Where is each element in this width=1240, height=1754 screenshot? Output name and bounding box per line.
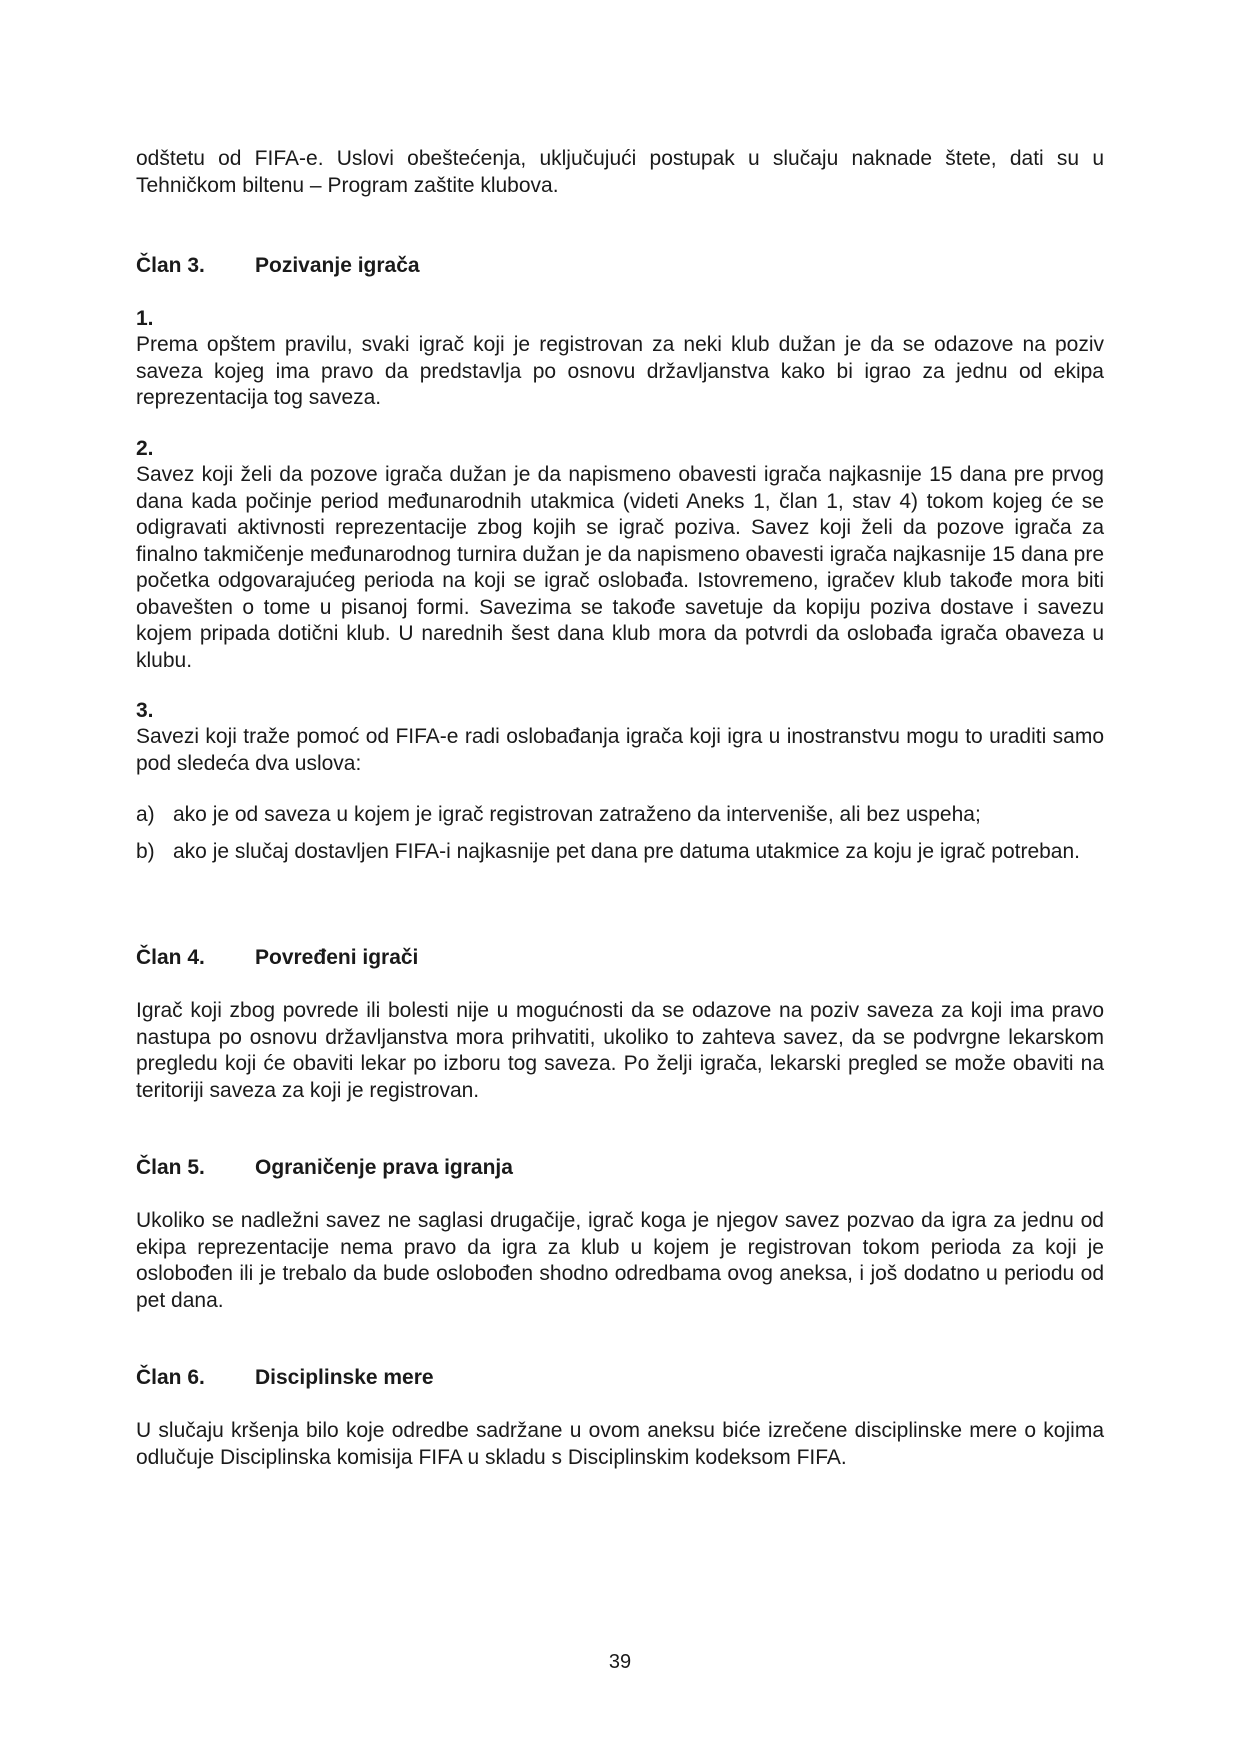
list-item (136, 802, 1104, 829)
article-4-heading (136, 945, 1104, 972)
list-marker: b) (136, 840, 155, 863)
list-item-text: ako je slučaj dostavljen FIFA-i najkasnije pet dana pre datuma utakmice za koju je igrač potreban. (173, 840, 1080, 863)
article-5-heading (136, 1155, 1104, 1182)
intro-paragraph: odštetu od FIFA-e. Uslovi obeštećenja, uključujući postupak u slučaju naknade štete, dati su u Tehničkom biltenu – Program zaštite klubova. (136, 147, 1104, 197)
article-title: Disciplinske mere (255, 1366, 434, 1389)
article-3-paragraph-2: Savez koji želi da pozove igrača dužan je da napismeno obavesti igrača najkasnije 15 dana pre prvog dana kada počinje period međunarodnih utakmica (videti Aneks 1, član 1, stav 4) tokom kojeg će se odigravati aktivnosti reprezentacije zbog kojih se igrač poziva. Savez koji želi da pozove igrača za finalno takmičenje međunarodnog turnira dužan je da napismeno obavesti igrača najkasnije 15 dana pre početka odgovarajućeg perioda na koji se igrač oslobađa. Istovremeno, igračev klub takođe mora biti obavešten o tome u pisanoj formi. Savezima se takođe savetuje da kopiju poziva dostave i savezu kojem pripada dotični klub. U narednih šest dana klub mora da potvrdi da oslobađa igrača obaveza u klubu. (136, 463, 1104, 672)
article-number: Član 4. (136, 946, 205, 969)
article-title: Ograničenje prava igranja (255, 1156, 513, 1179)
list-marker: a) (136, 803, 155, 826)
article-title: Povređeni igrači (255, 946, 419, 969)
article-4-paragraph: Igrač koji zbog povrede ili bolesti nije u mogućnosti da se odazove na poziv saveza za koji ima pravo nastupa po osnovu državljanstva mora prihvatiti, ukoliko to zahteva savez, da se podvrgne lekarskom pregledu koji će obaviti lekar po izboru tog saveza. Po želji igrača, lekarski pregled se može obaviti na teritoriji saveza za koji je registrovan. (136, 999, 1104, 1102)
article-3-paragraph-3: Savezi koji traže pomoć od FIFA-e radi oslobađanja igrača koji igra u inostranstvu mogu to uraditi samo pod sledeća dva uslova: (136, 725, 1104, 775)
article-6-heading (136, 1365, 1104, 1392)
article-number: Član 6. (136, 1366, 205, 1389)
article-3-paragraph-1: Prema opštem pravilu, svaki igrač koji je registrovan za neki klub dužan je da se odazove na poziv saveza kojeg ima pravo da predstavlja po osnovu državljanstva kako bi igrao za jednu od ekipa reprezentacija tog saveza. (136, 333, 1104, 409)
paragraph-number: 2. (136, 437, 154, 460)
paragraph-number: 3. (136, 699, 154, 722)
paragraph-number: 1. (136, 307, 154, 330)
list-item (136, 839, 1104, 866)
page-number: 39 (608, 1651, 632, 1673)
article-3-heading (136, 253, 1104, 280)
article-title: Pozivanje igrača (255, 254, 420, 277)
article-number: Član 5. (136, 1156, 205, 1179)
article-6-paragraph: U slučaju kršenja bilo koje odredbe sadržane u ovom aneksu biće izrečene disciplinske mere o kojima odlučuje Disciplinska komisija FIFA u skladu s Disciplinskim kodeksom FIFA. (136, 1419, 1104, 1469)
article-number: Član 3. (136, 254, 205, 277)
list-item-text: ako je od saveza u kojem je igrač registrovan zatraženo da interveniše, ali bez uspeha; (173, 803, 981, 826)
article-5-paragraph: Ukoliko se nadležni savez ne saglasi drugačije, igrač koga je njegov savez pozvao da igra za jednu od ekipa reprezentacije nema pravo da igra za klub u kojem je registrovan tokom perioda za koji je oslobođen ili je trebalo da bude oslobođen shodno odredbama ovog aneksa, i još dodatno u periodu od pet dana. (136, 1209, 1104, 1312)
